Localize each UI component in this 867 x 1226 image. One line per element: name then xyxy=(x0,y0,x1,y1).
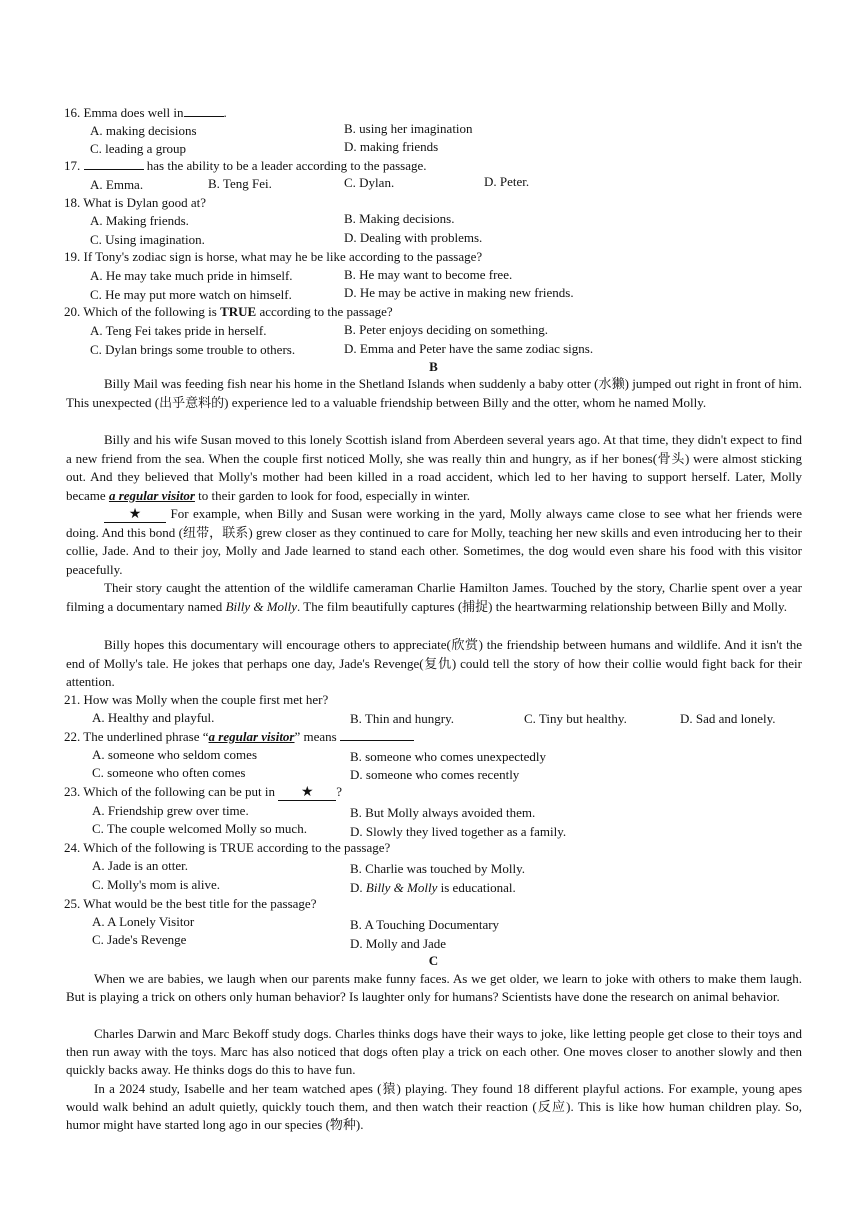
q18-option-d: D. Dealing with problems. xyxy=(344,230,483,245)
q21-option-d: D. Sad and lonely. xyxy=(680,711,776,726)
q23-option-d: D. Slowly they lived together as a family. xyxy=(350,824,567,839)
q17-option-c: C. Dylan. xyxy=(344,175,395,190)
q24-option-c: C. Molly's mom is alive. xyxy=(92,877,221,892)
q20-option-a: A. Teng Fei takes pride in herself. xyxy=(90,323,267,338)
q24-option-b: B. Charlie was touched by Molly. xyxy=(350,861,525,876)
q24-d-pre: D. xyxy=(350,880,366,895)
q16-option-c: C. leading a group xyxy=(90,141,187,156)
q16-option-d: D. making friends xyxy=(344,139,439,154)
p2-text-a: Billy and his wife Susan moved to this lonely Scottish island from Aberdeen several years ago. At that time, they didn't expect to find a new friend from the sea. When the couple first noticed Molly, she was really thin and hungry, as if her bones(骨头) were almost sticking out. And they believed that Molly's mother had been killed in a road accident, which led to her having to support herself. Later, Molly became xyxy=(66,432,802,503)
p2-text-b: to their garden to look for food, especially in winter. xyxy=(194,487,471,503)
q18-option-a: A. Making friends. xyxy=(90,213,189,228)
q17-option-a: A. Emma. xyxy=(90,177,144,192)
q23-option-c: C. The couple welcomed Molly so much. xyxy=(92,821,307,836)
q24-d-post: is educational. xyxy=(437,880,516,895)
q23-option-a: A. Friendship grew over time. xyxy=(92,803,249,818)
q22-option-d: D. someone who comes recently xyxy=(350,767,520,782)
q24-option-d xyxy=(350,879,516,897)
q19-option-c: C. He may put more watch on himself. xyxy=(90,287,292,302)
q19-option-a: A. He may take much pride in himself. xyxy=(90,268,293,283)
q24-d-title: Billy & Molly xyxy=(365,880,438,895)
question-17-stem: has the ability to be a leader according to the passage. xyxy=(143,158,427,173)
question-19: 19. If Tony's zodiac sign is horse, what may he be like according to the passage? xyxy=(64,249,483,264)
q20-option-b: B. Peter enjoys deciding on something. xyxy=(344,322,549,337)
q21-option-a: A. Healthy and playful. xyxy=(92,710,215,725)
question-16-stem: 16. Emma does well in xyxy=(64,105,184,120)
q22-option-b: B. someone who comes unexpectedly xyxy=(350,749,547,764)
section-b-heading: B xyxy=(429,359,438,374)
answer-blank xyxy=(184,104,224,117)
question-23 xyxy=(64,783,342,801)
question-20-pre: 20. Which of the following is xyxy=(64,304,221,319)
question-20 xyxy=(64,303,393,321)
q19-option-b: B. He may want to become free. xyxy=(344,267,513,282)
question-23-stem: 23. Which of the following can be put in xyxy=(64,784,275,799)
question-16 xyxy=(64,104,227,122)
star-blank: ★ xyxy=(278,786,336,801)
q19-option-d: D. He may be active in making new friends. xyxy=(344,285,574,300)
question-23-tail: ? xyxy=(336,784,342,799)
documentary-title: Billy & Molly xyxy=(225,598,298,614)
p4-text-a: Their story caught the attention of the wildlife cameraman Charlie Hamilton James. Touched by the story, Charlie spent over a year filming a documentary named xyxy=(66,580,802,614)
passage-c-paragraph-3: In a 2024 study, Isabelle and her team watched apes (猿) playing. They found 18 different playful actions. For example, young apes would walk behind an adult quietly, quickly touch them, and then watch their reaction (反应). This is like how human children play. So, humor might have started long ago in our species (物种). xyxy=(66,1081,802,1133)
question-24: 24. Which of the following is TRUE according to the passage? xyxy=(64,840,391,855)
p3-text: For example, when Billy and Susan were working in the yard, Molly always came close to see what her friends were doing. And this bond (纽带，联系) grew closer as they continued to care for Molly, teaching her new skills and even introducing her to their collie, Jade. And to their joy, Molly and Jade learned to stand each other. Sometimes, the dog would even share his food with this visitor peacefully. xyxy=(66,506,802,577)
star-blank: ★ xyxy=(104,508,166,523)
passage-b-paragraph-4 xyxy=(66,579,802,616)
q18-option-c: C. Using imagination. xyxy=(90,232,205,247)
question-22-post: ” means xyxy=(294,729,337,744)
passage-b-paragraph-5: Billy hopes this documentary will encourage others to appreciate(欣赏) the friendship between humans and wildlife. And it isn't the end of Molly's tale. He jokes that perhaps one day, Jade's Revenge(复仇) could tell the story of how their collie would fight back for their attention. xyxy=(66,637,802,690)
section-c-heading: C xyxy=(428,953,439,968)
question-22 xyxy=(64,728,414,746)
question-25: 25. What would be the best title for the passage? xyxy=(64,896,317,911)
passage-c-paragraph-1: When we are babies, we laugh when our parents make funny faces. As we get older, we learn to joke with others to make them laugh. But is playing a trick on others only human behavior? Is laughter only for humans? Scientists have done the research on animal behavior. xyxy=(66,971,802,1005)
question-20-emphasis: TRUE xyxy=(220,304,257,319)
q17-option-d: D. Peter. xyxy=(484,174,530,189)
q18-option-b: B. Making decisions. xyxy=(344,211,455,226)
question-22-phrase: a regular visitor xyxy=(208,729,295,744)
q17-option-b: B. Teng Fei. xyxy=(208,176,272,191)
q24-option-a: A. Jade is an otter. xyxy=(92,858,189,873)
passage-b-paragraph-2 xyxy=(66,431,802,505)
q23-option-b: B. But Molly always avoided them. xyxy=(350,805,536,820)
question-17-num: 17. xyxy=(64,158,81,173)
answer-blank xyxy=(84,157,144,170)
q16-option-b: B. using her imagination xyxy=(344,121,473,136)
p4-text-b: . The film beautifully captures (捕捉) the heartwarming relationship between Billy and Molly. xyxy=(297,598,787,614)
question-22-pre: 22. The underlined phrase “ xyxy=(64,729,209,744)
underlined-phrase: a regular visitor xyxy=(108,487,195,503)
passage-c-paragraph-2: Charles Darwin and Marc Bekoff study dogs. Charles thinks dogs have their ways to joke, like letting people get close to their toys and then run away with the toys. Marc has also noticed that dogs often play a trick on each other. One moves closer to another slowly and then quickly backs away. He thinks dogs do this to have fun. xyxy=(66,1026,802,1078)
q22-option-c: C. someone who often comes xyxy=(92,765,246,780)
passage-b-paragraph-1: Billy Mail was feeding fish near his home in the Shetland Islands when suddenly a baby otter (水獭) jumped out right in front of him. This unexpected (出乎意料的) experience led to a valuable friendship between Billy and the otter, whom he named Molly. xyxy=(66,376,802,410)
question-18: 18. What is Dylan good at? xyxy=(64,195,207,210)
question-16-tail: . xyxy=(223,105,227,120)
question-21: 21. How was Molly when the couple first met her? xyxy=(64,692,329,707)
question-20-post: according to the passage? xyxy=(256,304,393,319)
q20-option-d: D. Emma and Peter have the same zodiac signs. xyxy=(344,341,594,356)
q22-option-a: A. someone who seldom comes xyxy=(92,747,258,762)
q25-option-b: B. A Touching Documentary xyxy=(350,917,500,932)
question-17 xyxy=(64,157,427,175)
q20-option-c: C. Dylan brings some trouble to others. xyxy=(90,342,296,357)
passage-b-paragraph-3 xyxy=(66,505,802,579)
q25-option-d: D. Molly and Jade xyxy=(350,936,447,951)
q16-option-a: A. making decisions xyxy=(90,123,197,138)
answer-blank xyxy=(340,728,414,741)
q21-option-c: C. Tiny but healthy. xyxy=(524,711,627,726)
q25-option-a: A. A Lonely Visitor xyxy=(92,914,195,929)
q21-option-b: B. Thin and hungry. xyxy=(350,711,454,726)
q25-option-c: C. Jade's Revenge xyxy=(92,932,187,947)
